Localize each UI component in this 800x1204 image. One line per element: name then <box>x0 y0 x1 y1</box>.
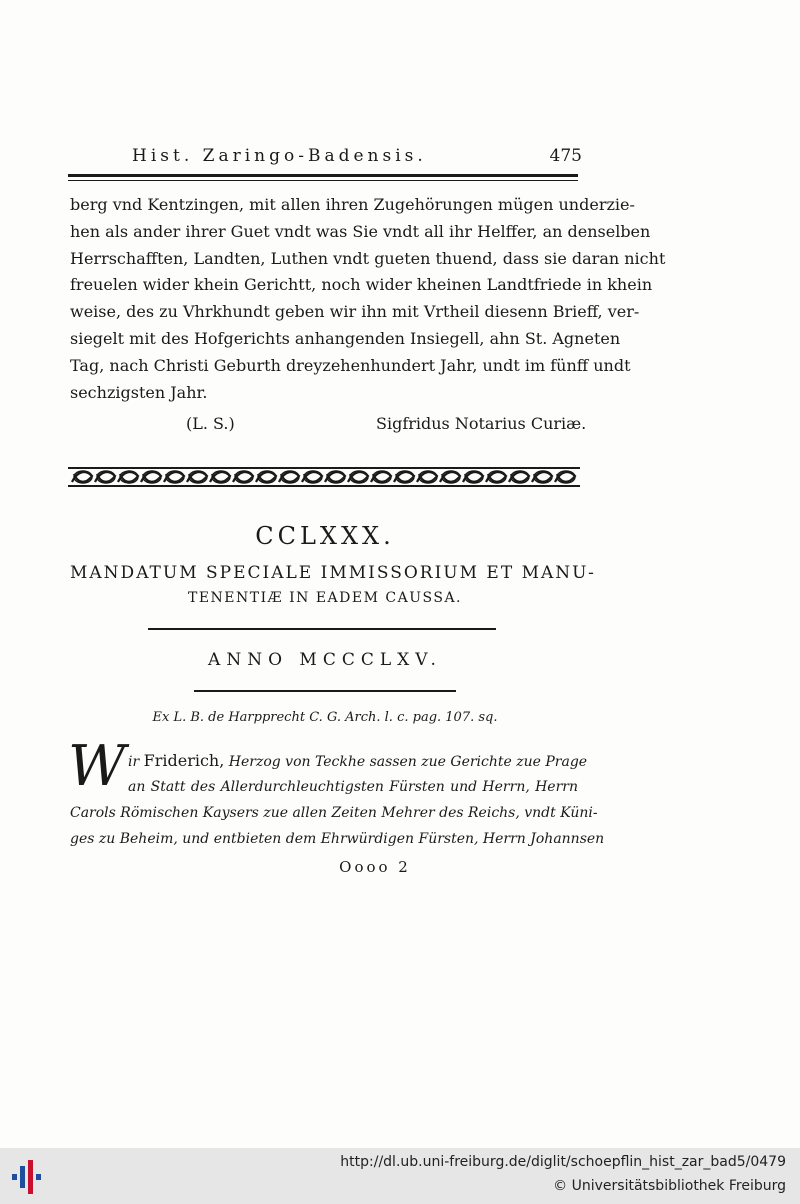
charter-name: Friderich, <box>143 751 225 770</box>
charter-line: an Statt des Allerdurchleuchtigsten Fürsten und Herrn, Herrn <box>128 779 578 795</box>
body-line: Herrschafften, Landten, Luthen vndt gueten thuend, dass sie daran nicht <box>70 248 666 268</box>
body-line: hen als ander ihrer Guet vndt was Sie vndt all ihr Helffer, an denselben <box>70 221 651 241</box>
document-number: CCLXXX. <box>255 522 395 550</box>
body-line: weise, des zu Vhrkhundt geben wir ihn mit Vrtheil diesenn Brieff, ver- <box>70 302 640 322</box>
body-line: siegelt mit des Hofgerichts anhangenden Insiegell, ahn St. Agneten <box>70 328 621 348</box>
body-line: freuelen wider khein Gerichtt, noch wider kheinen Landtfriede in khein <box>70 275 653 295</box>
head-rule-thin <box>68 180 578 181</box>
copyright-notice: © Universitätsbibliothek Freiburg <box>553 1178 786 1194</box>
drop-capital: W <box>68 734 126 799</box>
charter-line1-rest: Herzog von Teckhe sassen zue Gerichte zue Prage <box>228 754 588 770</box>
viewer-footer <box>0 1148 800 1204</box>
charter-line <box>70 748 588 774</box>
charter-text <box>70 748 605 852</box>
page-number: 475 <box>549 146 582 166</box>
running-head-title: Hist. Zaringo-Badensis. <box>132 146 427 166</box>
source-citation: Ex L. B. de Harpprecht C. G. Arch. l. c. pag. 107. sq. <box>152 710 498 725</box>
document-heading-line2: TENENTIÆ IN EADEM CAUSSA. <box>187 590 463 606</box>
notary-signature: Sigfridus Notarius Curiæ. <box>376 414 587 433</box>
ornament-band <box>68 464 580 490</box>
body-line: Tag, nach Christi Geburth dreyzehenhundert Jahr, undt im fünff undt <box>70 355 631 375</box>
body-line: berg vnd Kentzingen, mit allen ihren Zugehörungen mügen underzie- <box>70 195 635 214</box>
signature-mark: Oooo 2 <box>339 858 411 876</box>
head-rule-thick <box>68 174 578 177</box>
body-line: sechzigsten Jahr. <box>70 382 208 402</box>
seal-mark: (L. S.) <box>186 414 235 433</box>
charter-line: Carols Römischen Kaysers zue allen Zeiten Mehrer des Reichs, vndt Küni- <box>70 805 598 821</box>
document-heading-line1: MANDATUM SPECIALE IMMISSORIUM ET MANU- <box>70 563 596 583</box>
anno-year: ANNO MCCCLXV. <box>208 650 442 670</box>
anno-rule <box>194 690 456 692</box>
charter-line1-start: ir <box>128 754 140 770</box>
heading-rule <box>148 628 496 630</box>
charter-line: ges zu Beheim, und entbieten dem Ehrwürdigen Fürsten, Herrn Johannsen <box>70 831 605 847</box>
running-head <box>132 146 582 168</box>
library-logo-icon[interactable] <box>10 1158 46 1196</box>
permalink-url[interactable]: http://dl.ub.uni-freiburg.de/diglit/schoepflin_hist_zar_bad5/0479 <box>340 1154 786 1170</box>
body-text <box>70 192 666 406</box>
